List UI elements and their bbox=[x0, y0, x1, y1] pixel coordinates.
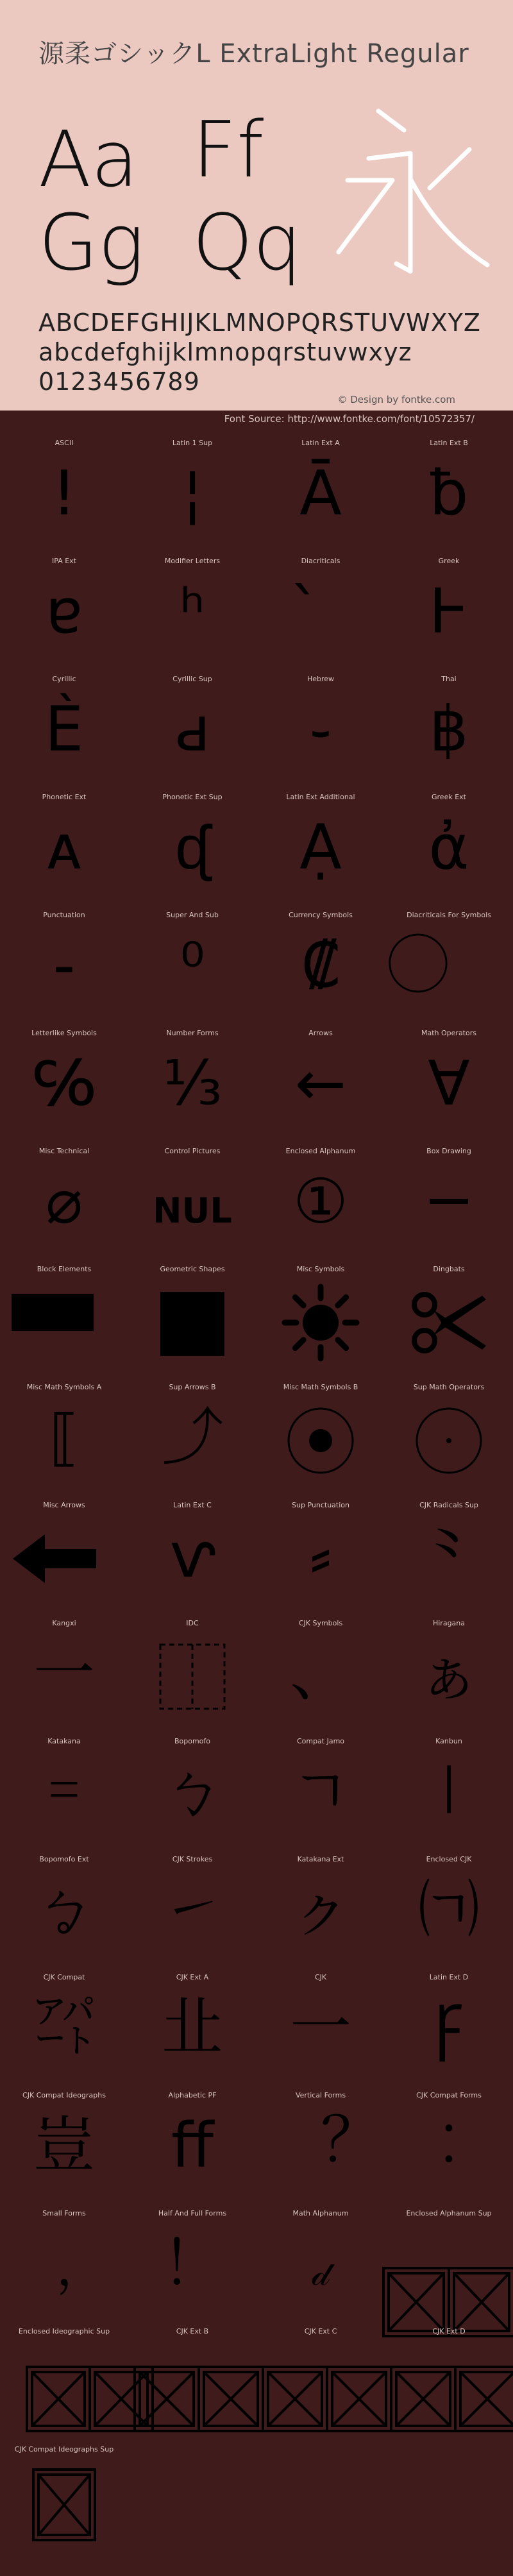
block-sample-glyph bbox=[154, 576, 231, 653]
svg-text:ㄅ: ㄅ bbox=[162, 1756, 223, 1827]
svg-text:㌀: ㌀ bbox=[33, 1992, 95, 2063]
block-label: CJK Radicals Sup bbox=[419, 1501, 478, 1509]
block-label: Geometric Shapes bbox=[160, 1265, 225, 1273]
svg-text:℅: ℅ bbox=[33, 1047, 96, 1119]
block-label: Block Elements bbox=[37, 1265, 92, 1273]
block-sample-glyph bbox=[410, 1992, 487, 2069]
block-label: Bopomofo Ext bbox=[39, 1855, 89, 1863]
block-label: CJK Ext C bbox=[304, 2327, 337, 2335]
block-label: Enclosed Alphanum bbox=[285, 1147, 356, 1155]
block-label: CJK bbox=[314, 1973, 327, 1981]
block-label: Alphabetic PF bbox=[168, 2091, 217, 2099]
block-sample-glyph bbox=[282, 1638, 359, 1715]
block-label: Latin Ext B bbox=[430, 439, 468, 447]
block-sample-glyph bbox=[282, 1756, 359, 1833]
block-super-and-sub bbox=[128, 911, 256, 1029]
svg-text:ㇰ: ㇰ bbox=[290, 1874, 351, 1945]
block-sample-glyph bbox=[154, 2228, 231, 2305]
block-cyrillic bbox=[0, 675, 128, 793]
block-sup-punctuation bbox=[256, 1501, 385, 1619]
svg-text:ᶑ: ᶑ bbox=[175, 811, 210, 883]
block-control-pictures bbox=[128, 1147, 256, 1265]
block-latin-ext-b bbox=[385, 439, 513, 557]
block-sample-glyph bbox=[282, 2346, 359, 2423]
svg-text:ᴀ: ᴀ bbox=[46, 811, 83, 883]
block-label: Misc Arrows bbox=[43, 1501, 85, 1509]
block-sample-glyph bbox=[26, 1284, 103, 1361]
svg-text:、: 、 bbox=[290, 1638, 351, 1709]
block-sample-glyph bbox=[154, 1284, 231, 1361]
font-source-link[interactable]: Font Source: http://www.fontke.com/font/10572357/ bbox=[224, 413, 475, 425]
block-sample-glyph bbox=[282, 1284, 359, 1361]
block-ascii bbox=[0, 439, 128, 557]
block-label: Enclosed CJK bbox=[426, 1855, 472, 1863]
block-math-alphanum bbox=[256, 2209, 385, 2327]
svg-text:⅓: ⅓ bbox=[162, 1047, 223, 1119]
svg-text:𝒹: 𝒹 bbox=[312, 2253, 330, 2293]
svg-text:！: ！ bbox=[162, 2228, 223, 2300]
block-sample-glyph bbox=[154, 694, 231, 771]
block-sample-glyph bbox=[26, 2346, 103, 2423]
block-label: CJK Ext D bbox=[432, 2327, 466, 2335]
block-label: Hebrew bbox=[307, 675, 335, 683]
lowercase-sample: abcdefghijklmnopqrstuvwxyz bbox=[38, 338, 412, 366]
block-label: Diacriticals bbox=[301, 557, 341, 565]
svg-text:⁰: ⁰ bbox=[180, 929, 205, 1001]
block-misc-arrows bbox=[0, 1501, 128, 1619]
block-sample-glyph bbox=[282, 576, 359, 653]
block-sample-glyph bbox=[282, 930, 359, 1007]
block-hiragana bbox=[385, 1619, 513, 1737]
block-sample-glyph bbox=[282, 1166, 359, 1243]
block-sample-glyph bbox=[410, 1874, 487, 1951]
block-letterlike-symbols bbox=[0, 1029, 128, 1147]
block-cjk-symbols bbox=[256, 1619, 385, 1737]
block-sample-glyph bbox=[26, 1048, 103, 1125]
svg-text:Ạ: Ạ bbox=[299, 811, 342, 883]
block-sample-glyph bbox=[26, 1874, 103, 1951]
svg-text:Ͱ: Ͱ bbox=[428, 575, 469, 647]
block-misc-symbols bbox=[256, 1265, 385, 1383]
block-label: Kangxi bbox=[52, 1619, 76, 1627]
svg-text:̀ bbox=[294, 582, 310, 594]
block-label: Hiragana bbox=[432, 1619, 466, 1627]
block-label: Latin Ext Additional bbox=[286, 793, 355, 801]
svg-text:ㄱ: ㄱ bbox=[290, 1756, 351, 1827]
svg-text:ﬀ: ﬀ bbox=[171, 2110, 214, 2182]
block-math-operators bbox=[385, 1029, 513, 1147]
svg-text:ƀ: ƀ bbox=[429, 457, 469, 529]
block-katakana bbox=[0, 1737, 128, 1855]
svg-text:㈀: ㈀ bbox=[418, 1874, 480, 1945]
block-katakana-ext bbox=[256, 1855, 385, 1973]
sample-gg: Gg bbox=[38, 199, 144, 288]
block-label: Math Operators bbox=[421, 1029, 476, 1037]
block-ipa-ext bbox=[0, 557, 128, 675]
block-vertical-forms bbox=[256, 2091, 385, 2209]
block-label: Latin Ext C bbox=[173, 1501, 212, 1509]
block-hebrew bbox=[256, 675, 385, 793]
block-label: Math Alphanum bbox=[292, 2209, 349, 2217]
svg-text:⼀: ⼀ bbox=[33, 1638, 95, 1709]
svg-text:!: ! bbox=[51, 457, 77, 529]
svg-text:Ꝼ: Ꝼ bbox=[433, 1992, 464, 2063]
block-half-and-full-forms bbox=[128, 2209, 256, 2327]
svg-text:一: 一 bbox=[290, 1992, 351, 2063]
block-sample-glyph bbox=[154, 1166, 231, 1243]
block-label: Greek Ext bbox=[432, 793, 466, 801]
block-label: CJK Strokes bbox=[172, 1855, 213, 1863]
block-sample-glyph bbox=[410, 812, 487, 889]
block-label: Half And Full Forms bbox=[158, 2209, 227, 2217]
block-label: Arrows bbox=[308, 1029, 333, 1037]
block-label: Sup Arrows B bbox=[169, 1383, 216, 1391]
block-label: Misc Math Symbols B bbox=[283, 1383, 358, 1391]
block-sample-glyph bbox=[154, 2110, 231, 2187]
svg-text:㇀: ㇀ bbox=[162, 1874, 223, 1945]
block-dingbats bbox=[385, 1265, 513, 1383]
block-label: CJK Ext B bbox=[176, 2327, 209, 2335]
block-label: Enclosed Alphanum Sup bbox=[406, 2209, 492, 2217]
svg-text:←: ← bbox=[294, 1047, 347, 1119]
block-sample-glyph bbox=[410, 2110, 487, 2187]
block-sample-glyph bbox=[282, 458, 359, 535]
block-cjk-compat bbox=[0, 1973, 128, 2091]
svg-text:ԁ: ԁ bbox=[174, 693, 211, 765]
block-box-drawing bbox=[385, 1147, 513, 1265]
block-label: Compat Jamo bbox=[296, 1737, 345, 1745]
block-sample-glyph bbox=[410, 1166, 487, 1243]
sample-aa: Aa bbox=[38, 115, 139, 205]
block-sample-glyph bbox=[26, 930, 103, 1007]
block-label: Phonetic Ext Sup bbox=[162, 793, 223, 801]
svg-text:゠: ゠ bbox=[33, 1756, 95, 1827]
block-sample-glyph bbox=[410, 458, 487, 535]
font-title: 源柔ゴシックL ExtraLight Regular bbox=[38, 39, 469, 69]
block-label: Cyrillic Sup bbox=[172, 675, 212, 683]
block-label: Letterlike Symbols bbox=[31, 1029, 97, 1037]
block-alphabetic-pf bbox=[128, 2091, 256, 2209]
block-cjk-strokes bbox=[128, 1855, 256, 1973]
block-number-forms bbox=[128, 1029, 256, 1147]
block-sup-math-operators bbox=[385, 1383, 513, 1501]
sample-qq: Qq bbox=[192, 199, 302, 288]
block-label: Latin Ext A bbox=[301, 439, 340, 447]
block-modifier-letters bbox=[128, 557, 256, 675]
block-label: IPA Ext bbox=[52, 557, 76, 565]
block-enclosed-alphanum bbox=[256, 1147, 385, 1265]
block-latin-1-sup bbox=[128, 439, 256, 557]
block-label: CJK Ext A bbox=[176, 1973, 209, 1981]
svg-text:֊: ֊ bbox=[309, 693, 332, 765]
block-idc bbox=[128, 1619, 256, 1737]
block-latin-ext-d bbox=[385, 1973, 513, 2091]
block-label: Thai bbox=[441, 675, 457, 683]
block-sample-glyph bbox=[26, 1402, 103, 1479]
svg-text:︖: ︖ bbox=[290, 2110, 351, 2182]
block-latin-ext-a bbox=[256, 439, 385, 557]
block-label: Misc Symbols bbox=[296, 1265, 345, 1273]
svg-text:⺀: ⺀ bbox=[418, 1520, 480, 1591]
block-diacriticals-for-symbols bbox=[385, 911, 513, 1029]
block-enclosed-ideographic-sup bbox=[0, 2327, 128, 2445]
block-enclosed-alphanum-sup bbox=[385, 2209, 513, 2327]
block-label: Misc Math Symbols A bbox=[26, 1383, 102, 1391]
block-cjk-ext-a bbox=[128, 1973, 256, 2091]
block-label: Super And Sub bbox=[166, 911, 219, 919]
svg-text:⃝ bbox=[389, 934, 448, 993]
block-label: Diacriticals For Symbols bbox=[407, 911, 491, 919]
block-sample-glyph bbox=[410, 2228, 487, 2305]
block-label: Latin Ext D bbox=[429, 1973, 469, 1981]
block-label: Katakana Ext bbox=[297, 1855, 344, 1863]
block-label: CJK Compat bbox=[43, 1973, 85, 1981]
block-sample-glyph bbox=[154, 1874, 231, 1951]
svg-text:⤴: ⤴ bbox=[162, 1402, 223, 1473]
block-sample-glyph bbox=[26, 1166, 103, 1243]
block-label: CJK Compat Forms bbox=[416, 2091, 482, 2099]
block-block-elements bbox=[0, 1265, 128, 1383]
svg-text:ぁ: ぁ bbox=[418, 1638, 480, 1709]
block-cjk-compat-ideographs bbox=[0, 2091, 128, 2209]
block-label: Cyrillic bbox=[52, 675, 76, 683]
svg-text:⟦: ⟦ bbox=[49, 1402, 80, 1473]
design-credit: © Design by fontke.com bbox=[337, 394, 455, 405]
block-sample-glyph bbox=[154, 930, 231, 1007]
svg-text:①: ① bbox=[292, 1165, 349, 1237]
block-label: Modifier Letters bbox=[164, 557, 221, 565]
block-small-forms bbox=[0, 2209, 128, 2327]
block-sample-glyph bbox=[410, 694, 487, 771]
block-sample-glyph bbox=[410, 1284, 487, 1361]
block-label: Bopomofo bbox=[174, 1737, 211, 1745]
block-sample-glyph bbox=[154, 1638, 231, 1715]
block-latin-ext-c bbox=[128, 1501, 256, 1619]
block-sample-glyph bbox=[282, 1992, 359, 2069]
block-latin-ext-additional bbox=[256, 793, 385, 911]
block-label: Enclosed Ideographic Sup bbox=[18, 2327, 110, 2335]
block-thai bbox=[385, 675, 513, 793]
block-sample-glyph bbox=[26, 1756, 103, 1833]
block-kangxi bbox=[0, 1619, 128, 1737]
block-label: Greek bbox=[438, 557, 460, 565]
svg-text:₡: ₡ bbox=[301, 929, 341, 1001]
sample-ff: Ff bbox=[192, 106, 264, 195]
block-sample-glyph bbox=[154, 812, 231, 889]
block-label: Kanbun bbox=[435, 1737, 462, 1745]
block-label: Latin 1 Sup bbox=[172, 439, 213, 447]
svg-text:¦: ¦ bbox=[181, 457, 203, 529]
block-sample-glyph bbox=[26, 458, 103, 535]
block-currency-symbols bbox=[256, 911, 385, 1029]
svg-text:Ā: Ā bbox=[299, 457, 342, 529]
svg-text:㐀: 㐀 bbox=[162, 1992, 223, 2063]
svg-text:ἀ: ἀ bbox=[428, 811, 469, 883]
block-arrows bbox=[256, 1029, 385, 1147]
digits-sample: 0123456789 bbox=[38, 368, 200, 396]
block-label: Control Pictures bbox=[164, 1147, 221, 1155]
block-phonetic-ext-sup bbox=[128, 793, 256, 911]
block-sample-glyph bbox=[154, 1756, 231, 1833]
svg-text:﹐: ﹐ bbox=[33, 2228, 95, 2300]
block-cjk-ext-c bbox=[256, 2327, 385, 2445]
block-sample-glyph bbox=[410, 1638, 487, 1715]
block-label: CJK Compat Ideographs Sup bbox=[14, 2445, 114, 2453]
block-sample-glyph bbox=[282, 812, 359, 889]
block-punctuation bbox=[0, 911, 128, 1029]
block-cjk-compat-ideographs-sup bbox=[0, 2445, 128, 2563]
svg-text:∀: ∀ bbox=[428, 1047, 470, 1119]
block-sample-glyph bbox=[282, 2110, 359, 2187]
block-sample-glyph bbox=[410, 930, 487, 1007]
block-sample-glyph bbox=[410, 1048, 487, 1125]
block-sample-glyph bbox=[26, 2228, 103, 2305]
block-label: Katakana bbox=[47, 1737, 81, 1745]
block-cjk-compat-forms bbox=[385, 2091, 513, 2209]
block-label: Dingbats bbox=[433, 1265, 465, 1273]
block-sample-glyph bbox=[26, 812, 103, 889]
block-bopomofo bbox=[128, 1737, 256, 1855]
block-sample-glyph bbox=[26, 2464, 103, 2541]
block-label: Vertical Forms bbox=[295, 2091, 346, 2099]
block-sample-glyph bbox=[282, 1402, 359, 1479]
svg-text:︰: ︰ bbox=[418, 2110, 480, 2182]
block-sample-glyph bbox=[154, 1402, 231, 1479]
block-label: IDC bbox=[186, 1619, 199, 1627]
block-label: Sup Punctuation bbox=[292, 1501, 349, 1509]
block-bopomofo-ext bbox=[0, 1855, 128, 1973]
block-sup-arrows-b bbox=[128, 1383, 256, 1501]
svg-text:㆐: ㆐ bbox=[418, 1756, 480, 1827]
block-sample-glyph bbox=[282, 1874, 359, 1951]
block-sample-glyph bbox=[154, 1520, 231, 1597]
block-sample-glyph bbox=[282, 1520, 359, 1597]
block-sample-glyph bbox=[26, 1638, 103, 1715]
block-compat-jamo bbox=[256, 1737, 385, 1855]
block-misc-technical bbox=[0, 1147, 128, 1265]
block-sample-glyph bbox=[154, 458, 231, 535]
block-sample-glyph bbox=[154, 1992, 231, 2069]
block-misc-math-symbols-a bbox=[0, 1383, 128, 1501]
block-sample-glyph bbox=[410, 1756, 487, 1833]
block-label: Box Drawing bbox=[426, 1147, 471, 1155]
block-label: Punctuation bbox=[43, 911, 85, 919]
block-cjk-ext-b bbox=[128, 2327, 256, 2445]
block-enclosed-cjk bbox=[385, 1855, 513, 1973]
block-sample-glyph bbox=[26, 1992, 103, 2069]
svg-text:⌀: ⌀ bbox=[46, 1165, 83, 1237]
svg-text:ⱱ: ⱱ bbox=[169, 1520, 215, 1591]
svg-text:ㆠ: ㆠ bbox=[33, 1874, 95, 1945]
block-diacriticals bbox=[256, 557, 385, 675]
block-cjk-ext-d bbox=[385, 2327, 513, 2445]
block-label: Number Forms bbox=[166, 1029, 219, 1037]
block-greek-ext bbox=[385, 793, 513, 911]
block-label: Phonetic Ext bbox=[42, 793, 87, 801]
svg-text:ɐ: ɐ bbox=[46, 575, 83, 647]
block-label: Sup Math Operators bbox=[413, 1383, 485, 1391]
block-cjk bbox=[256, 1973, 385, 2091]
block-label: Currency Symbols bbox=[289, 911, 353, 919]
block-sample-glyph bbox=[154, 2346, 231, 2423]
block-geometric-shapes bbox=[128, 1265, 256, 1383]
uppercase-sample: ABCDEFGHIJKLMNOPQRSTUVWXYZ bbox=[38, 309, 481, 337]
block-misc-math-symbols-b bbox=[256, 1383, 385, 1501]
block-label: Misc Technical bbox=[38, 1147, 90, 1155]
block-sample-glyph bbox=[154, 1048, 231, 1125]
block-greek bbox=[385, 557, 513, 675]
svg-text:─: ─ bbox=[430, 1165, 467, 1237]
svg-text:豈: 豈 bbox=[33, 2110, 95, 2182]
svg-text:฿: ฿ bbox=[429, 693, 469, 765]
block-phonetic-ext bbox=[0, 793, 128, 911]
svg-text:ʰ: ʰ bbox=[180, 575, 205, 647]
svg-text:⸗: ⸗ bbox=[310, 1520, 331, 1591]
svg-text:Ѐ: Ѐ bbox=[44, 693, 84, 765]
block-label: CJK Compat Ideographs bbox=[22, 2091, 106, 2099]
svg-text:‐: ‐ bbox=[53, 929, 76, 1001]
block-cjk-radicals-sup bbox=[385, 1501, 513, 1619]
block-sample-glyph bbox=[410, 1402, 487, 1479]
block-sample-glyph bbox=[282, 1048, 359, 1125]
block-sample-glyph bbox=[282, 2228, 359, 2305]
block-cyrillic-sup bbox=[128, 675, 256, 793]
block-sample-glyph bbox=[26, 576, 103, 653]
block-label: Small Forms bbox=[42, 2209, 86, 2217]
svg-text:NUL: NUL bbox=[153, 1191, 232, 1231]
block-sample-glyph bbox=[410, 1520, 487, 1597]
block-sample-glyph bbox=[410, 576, 487, 653]
block-label: CJK Symbols bbox=[298, 1619, 343, 1627]
block-sample-glyph bbox=[26, 2110, 103, 2187]
block-sample-glyph bbox=[282, 694, 359, 771]
block-sample-glyph bbox=[410, 2346, 487, 2423]
block-kanbun bbox=[385, 1737, 513, 1855]
block-sample-glyph bbox=[26, 1520, 103, 1597]
block-label: ASCII bbox=[55, 439, 74, 447]
block-sample-glyph bbox=[26, 694, 103, 771]
